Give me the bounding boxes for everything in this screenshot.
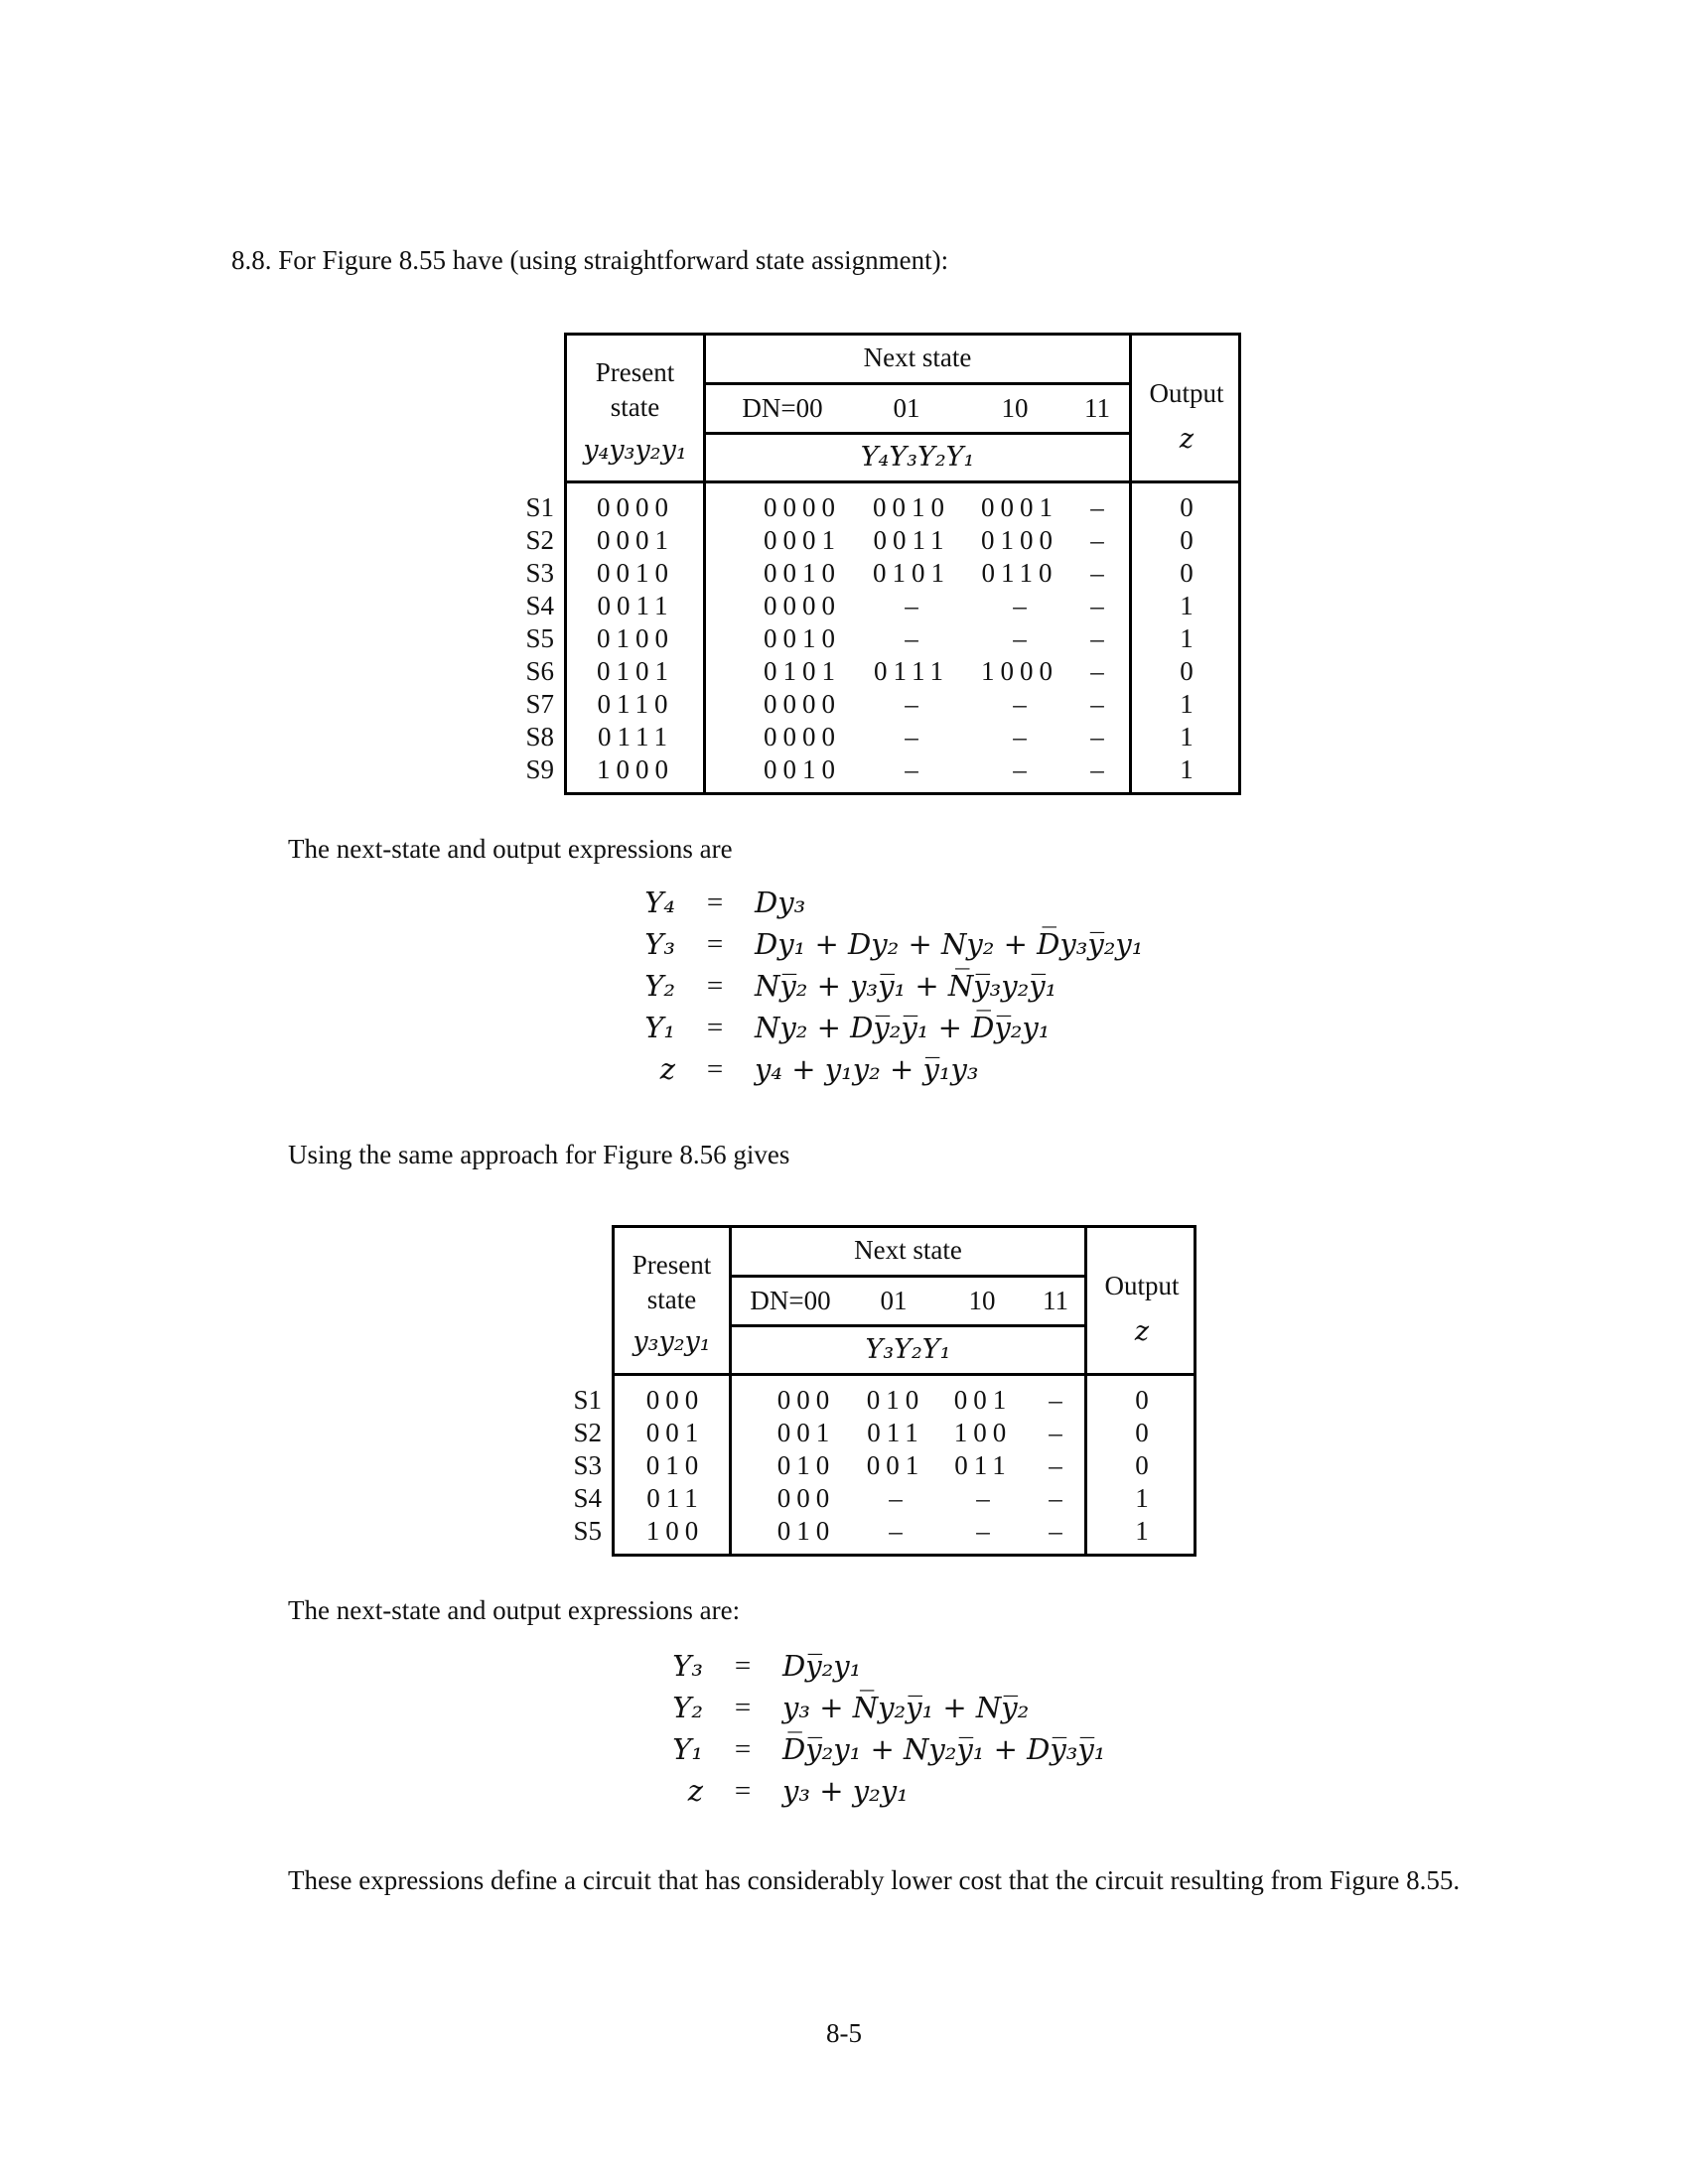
equation-rhs: Ny̅₂ + y₃y̅₁ + N̅y̅₃y₂y̅₁: [755, 969, 1057, 1003]
table-divider: [564, 480, 1241, 483]
page-number: 8-5: [826, 2018, 862, 2048]
equation-rhs: Ny₂ + Dy̅₂y̅₁ + D̅y̅₂y₁: [755, 1011, 1051, 1044]
state-label: S5: [525, 623, 554, 653]
next-11: –: [1090, 689, 1104, 719]
header-input-00: DN=00: [742, 393, 823, 423]
next-11: –: [1049, 1483, 1062, 1513]
present-code: 0011: [597, 591, 674, 620]
equals-sign: =: [706, 887, 724, 918]
table-divider: [729, 1324, 1084, 1327]
output-z: 1: [1180, 754, 1194, 784]
table-divider: [729, 1275, 1084, 1278]
header-input-00: DN=00: [750, 1286, 831, 1315]
state-label: S1: [573, 1385, 602, 1415]
equals-sign: =: [706, 1053, 724, 1085]
next-01: –: [889, 1483, 903, 1513]
header-input-01: 01: [893, 393, 920, 423]
output-z: 0: [1180, 656, 1194, 686]
next-11: –: [1049, 1385, 1062, 1415]
next-01: –: [905, 591, 918, 620]
table-divider: [703, 382, 1129, 385]
next-01: 0010: [873, 492, 950, 522]
present-code: 1000: [597, 754, 674, 784]
header-next-vars: Y₄Y₃Y₂Y₁: [860, 442, 975, 473]
next-00: 0010: [764, 754, 841, 784]
next-10: 0001: [981, 492, 1058, 522]
equation-lhs: Y₃: [672, 1649, 703, 1683]
equation-lhs: Y₂: [672, 1691, 703, 1724]
output-z: 0: [1135, 1418, 1149, 1447]
next-11: –: [1090, 754, 1104, 784]
output-z: 1: [1135, 1483, 1149, 1513]
header-next-state: Next state: [854, 1235, 962, 1265]
output-z: 1: [1180, 623, 1194, 653]
header-input-10: 10: [968, 1286, 996, 1315]
state-label: S4: [573, 1483, 602, 1513]
state-label: S3: [573, 1450, 602, 1480]
output-z: 1: [1180, 591, 1194, 620]
state-label: S6: [525, 656, 554, 686]
present-code: 0110: [597, 689, 674, 719]
expressions-intro-2: The next-state and output expressions are:: [288, 1595, 741, 1625]
table-divider: [703, 333, 706, 795]
present-code: 0001: [597, 525, 674, 555]
next-00: 0010: [764, 623, 841, 653]
equation-lhs: Y₂: [644, 969, 675, 1003]
state-label: S4: [525, 591, 554, 620]
equation-lhs: Y₁: [672, 1732, 703, 1766]
equation-rhs: Dy₃: [755, 886, 806, 919]
header-present: Present: [595, 357, 675, 387]
next-10: 1000: [981, 656, 1058, 686]
next-00: 0000: [764, 591, 841, 620]
state-label: S9: [525, 754, 554, 784]
next-00: 001: [776, 1418, 836, 1447]
equals-sign: =: [734, 1650, 752, 1682]
next-00: 000: [776, 1483, 836, 1513]
next-01: 010: [866, 1385, 925, 1415]
present-code: 0010: [597, 558, 674, 588]
next-10: 011: [954, 1450, 1012, 1480]
next-11: –: [1049, 1450, 1062, 1480]
next-01: 0111: [874, 656, 949, 686]
header-state: state: [646, 1285, 697, 1314]
header-state: state: [610, 392, 660, 422]
next-10: –: [1013, 591, 1027, 620]
header-next-state: Next state: [863, 342, 972, 372]
next-01: –: [905, 754, 918, 784]
next-00: 010: [776, 1450, 836, 1480]
next-10: 0110: [981, 558, 1058, 588]
next-11: –: [1090, 591, 1104, 620]
state-label: S2: [525, 525, 554, 555]
equation-rhs: y₃ + N̅y₂y̅₁ + Ny̅₂: [782, 1691, 1030, 1724]
next-11: –: [1049, 1418, 1062, 1447]
header-present: Present: [632, 1250, 712, 1280]
state-label: S7: [525, 689, 554, 719]
same-approach-text: Using the same approach for Figure 8.56 gives: [288, 1140, 790, 1169]
next-01: 011: [867, 1418, 924, 1447]
next-10: 100: [953, 1418, 1013, 1447]
next-00: 0001: [764, 525, 841, 555]
next-11: –: [1049, 1516, 1062, 1546]
output-z: 1: [1180, 689, 1194, 719]
present-code: 0100: [597, 623, 674, 653]
header-output-var: z: [1179, 424, 1195, 455]
header-output: Output: [1149, 378, 1224, 408]
equals-sign: =: [706, 970, 724, 1002]
header-input-01: 01: [880, 1286, 908, 1315]
state-label: S1: [525, 492, 554, 522]
equals-sign: =: [734, 1775, 752, 1807]
next-10: 001: [953, 1385, 1013, 1415]
expressions-intro: The next-state and output expressions are: [288, 834, 733, 864]
output-z: 0: [1180, 492, 1194, 522]
present-code: 011: [646, 1483, 704, 1513]
next-00: 0101: [764, 656, 841, 686]
equation-lhs: Y₄: [644, 886, 675, 919]
next-01: –: [905, 689, 918, 719]
header-input-10: 10: [1001, 393, 1029, 423]
next-10: –: [1013, 722, 1027, 751]
state-label: S8: [525, 722, 554, 751]
equation-lhs: Y₃: [644, 927, 675, 961]
present-code: 0101: [597, 656, 674, 686]
present-code: 0111: [598, 722, 673, 751]
present-code: 100: [645, 1516, 705, 1546]
equals-sign: =: [706, 928, 724, 960]
next-10: –: [1013, 623, 1027, 653]
header-output: Output: [1104, 1271, 1180, 1300]
state-label: S3: [525, 558, 554, 588]
next-00: 0000: [764, 722, 841, 751]
next-01: –: [889, 1516, 903, 1546]
next-00: 0000: [764, 689, 841, 719]
header-present-vars: y₄y₃y₂y₁: [583, 435, 687, 466]
header-input-11: 11: [1043, 1286, 1068, 1315]
output-z: 1: [1135, 1516, 1149, 1546]
equation-lhs: z: [659, 1052, 675, 1086]
next-11: –: [1090, 722, 1104, 751]
next-10: –: [1013, 754, 1027, 784]
next-11: –: [1090, 558, 1104, 588]
output-z: 1: [1180, 722, 1194, 751]
next-01: 001: [866, 1450, 925, 1480]
output-z: 0: [1180, 558, 1194, 588]
equals-sign: =: [706, 1012, 724, 1043]
header-input-11: 11: [1084, 393, 1110, 423]
state-label: S2: [573, 1418, 602, 1447]
next-11: –: [1090, 525, 1104, 555]
next-00: 0010: [764, 558, 841, 588]
next-11: –: [1090, 492, 1104, 522]
next-00: 0000: [764, 492, 841, 522]
equation-rhs: y₃ + y₂y₁: [782, 1774, 909, 1808]
next-11: –: [1090, 656, 1104, 686]
next-10: –: [1013, 689, 1027, 719]
next-10: –: [976, 1516, 990, 1546]
equation-lhs: Y₁: [644, 1011, 675, 1044]
output-z: 0: [1180, 525, 1194, 555]
next-01: –: [905, 623, 918, 653]
table-divider: [703, 432, 1129, 435]
present-code: 0000: [597, 492, 674, 522]
header-present-vars: y₃y₂y₁: [633, 1326, 711, 1357]
equals-sign: =: [734, 1692, 752, 1723]
next-11: –: [1090, 623, 1104, 653]
conclusion-paragraph: These expressions define a circuit that has considerably lower cost that the circuit resulting from Figure 8.55.: [288, 1865, 1461, 1895]
table-divider: [612, 1373, 1196, 1376]
present-code: 000: [645, 1385, 705, 1415]
equation-rhs: Dy₁ + Dy₂ + Ny₂ + D̅y₃y̅₂y₁: [755, 927, 1144, 961]
next-00: 000: [776, 1385, 836, 1415]
header-output-var: z: [1134, 1316, 1150, 1347]
present-code: 001: [645, 1418, 705, 1447]
state-label: S5: [573, 1516, 602, 1546]
equation-rhs: D̅y̅₂y₁ + Ny₂y̅₁ + Dy̅₃y̅₁: [782, 1732, 1106, 1766]
equation-rhs: y₄ + y₁y₂ + y̅₁y₃: [755, 1052, 979, 1086]
header-next-vars: Y₃Y₂Y₁: [865, 1334, 951, 1365]
output-z: 0: [1135, 1450, 1149, 1480]
next-01: 0101: [873, 558, 950, 588]
equals-sign: =: [734, 1733, 752, 1765]
next-01: 0011: [873, 525, 950, 555]
next-10: 0100: [981, 525, 1058, 555]
next-00: 010: [776, 1516, 836, 1546]
equation-lhs: z: [687, 1774, 703, 1808]
next-01: –: [905, 722, 918, 751]
problem-heading: 8.8. For Figure 8.55 have (using straightforward state assignment):: [231, 245, 949, 275]
output-z: 0: [1135, 1385, 1149, 1415]
present-code: 010: [645, 1450, 705, 1480]
next-10: –: [976, 1483, 990, 1513]
equation-rhs: Dy̅₂y₁: [782, 1649, 862, 1683]
